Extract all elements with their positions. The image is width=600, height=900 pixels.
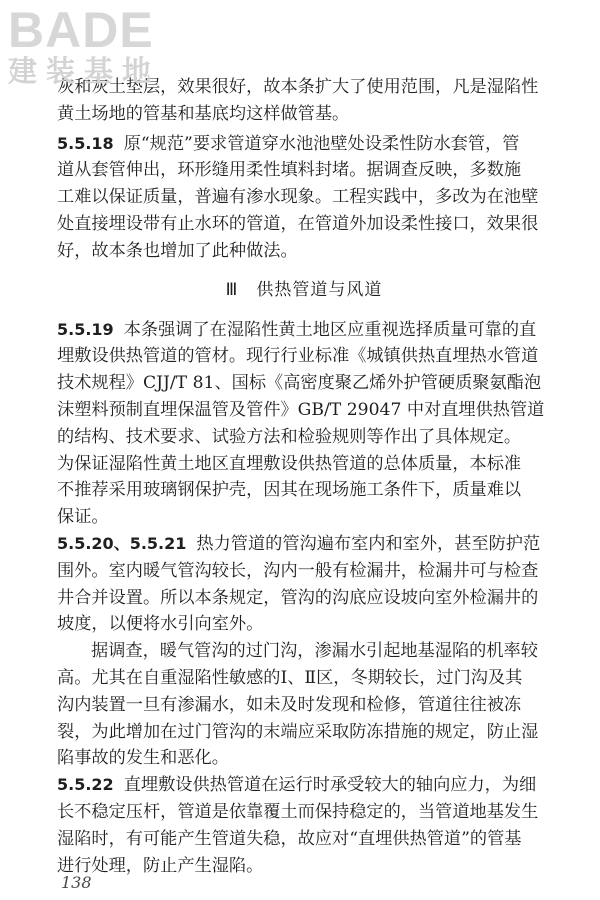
top-line-1: 灰和灰土垫层，效果很好，故本条扩大了使用范围，凡是湿陷性 (57, 77, 539, 97)
section-roman-number: Ⅲ (225, 279, 239, 300)
top-line-2: 黄土场地的管基和基底均这样做管基。 (57, 103, 350, 124)
clause-5-5-18-line-4: 处直接埋设带有止水环的管道，在管道外加设柔性接口，效果很 (57, 213, 539, 234)
clause-5-5-18-line-1: 5.5.18 原“规范”要求管道穿水池池壁处设柔性防水套管，管 (57, 133, 520, 154)
clause-5-5-19-line-4: 沫塑料预制直埋保温管及管件》GB/T 29047 中对直埋供热管道 (57, 399, 545, 420)
clause-5-5-19-line-7: 不推荐采用玻璃钢保护壳，因其在现场施工条件下，质量难以 (57, 480, 522, 501)
clause-5-5-22-line-2: 长不稳定压杆，管道是依靠覆土而保持稳定的，当管道地基发生 (57, 801, 539, 822)
clause-5-5-19-line-5: 的结构、技术要求、试验方法和检验规则等作出了具体规定。 (57, 426, 522, 447)
clause-5-5-19-line-8: 保证。 (57, 507, 109, 528)
section-heading (57, 277, 551, 303)
logo-wordmark-text: BADE (8, 2, 154, 58)
clause-5-5-18-line-5: 好，故本条也增加了此种做法。 (57, 240, 298, 261)
clause-5-5-20-line-4: 坡度，以便将水引向室外。 (57, 614, 264, 635)
clause-5-5-20-paragraph-2-line-4: 裂，为此增加在过门管沟的末端应采取防冻措施的规定，防止湿 (57, 721, 539, 742)
clause-5-5-20-paragraph-2-line-5: 陷事故的发生和恶化。 (57, 748, 229, 769)
clause-5-5-22-line-3: 湿陷时，有可能产生管道失稳，故应对“直埋供热管道”的管基 (57, 828, 522, 849)
clause-5-5-19-line-1: 5.5.19 本条强调了在湿陷性黄土地区应重视选择质量可靠的直 (57, 319, 537, 340)
clause-5-5-19-line-3: 技术规程》CJJ/T 81、国标《高密度聚乙烯外护管硬质聚氨酯泡 (57, 373, 542, 394)
clause-5-5-22-line-1: 5.5.22 直埋敷设供热管道在运行时承受较大的轴向应力，为细 (57, 775, 537, 796)
clause-5-5-20-line-1: 5.5.20、5.5.21 热力管道的管沟遍布室内和室外，甚至防护范 (57, 533, 541, 554)
section-title-text: 供热管道与风道 (256, 279, 383, 300)
clause-5-5-20-line-3: 井合并设置。所以本条规定，管沟的沟底应设坡向室外检漏井的 (57, 587, 539, 608)
logo-wordmark (8, 2, 160, 58)
clause-number: 5.5.19 (57, 319, 114, 339)
logo-subtitle: 建装基地 (8, 54, 161, 88)
document-page (57, 74, 551, 879)
clause-5-5-18-line-3: 工难以保证质量，普遍有渗水现象。工程实践中，多改为在池壁 (57, 187, 539, 208)
clause-5-5-20-paragraph-2-line-2: 高。尤其在自重湿陷性敏感的Ⅰ、Ⅱ区，冬期较长，过门沟及其 (57, 667, 523, 688)
clause-5-5-20-line-2: 围外。室内暖气管沟较长，沟内一般有检漏井，检漏井可与检查 (57, 560, 539, 581)
clause-5-5-20-paragraph-2-line-1: 据调查，暖气管沟的过门沟，渗漏水引起地基湿陷的机率较 (91, 641, 538, 662)
clause-5-5-19-line-6: 为保证湿陷性黄土地区直埋敷设供热管道的总体质量，本标准 (57, 453, 522, 474)
clause-5-5-19-line-2: 埋敷设供热管道的管材。现行行业标准《城镇供热直埋热水管道 (57, 346, 539, 367)
clause-number: 5.5.18 (57, 133, 114, 153)
brand-logo (8, 2, 161, 88)
clause-5-5-18-line-2: 道从套管伸出，环形缝用柔性填料封堵。据调查反映，多数施 (57, 160, 522, 181)
clause-number: 5.5.22 (57, 775, 114, 795)
clause-5-5-20-paragraph-2-line-3: 沟内装置一旦有渗漏水，如未及时发现和检修，管道往往被冻 (57, 694, 522, 715)
clause-number: 5.5.20、5.5.21 (57, 533, 187, 553)
page-number: 138 (61, 873, 92, 892)
clause-5-5-22-line-4: 进行处理，防止产生湿陷。 (57, 855, 264, 876)
